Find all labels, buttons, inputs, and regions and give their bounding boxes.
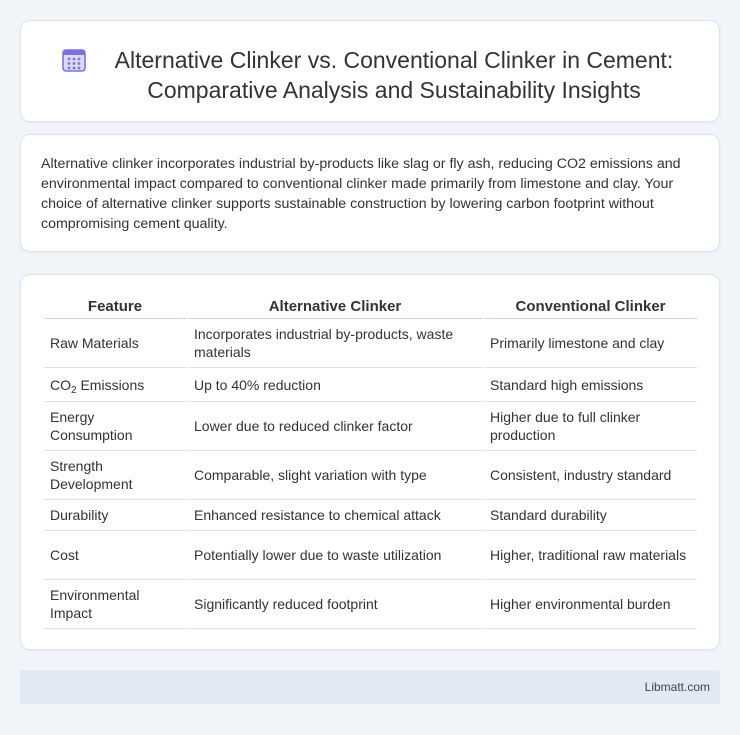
conventional-cell: Primarily limestone and clay — [484, 319, 697, 368]
footer-bar — [20, 670, 720, 704]
conventional-cell: Higher environmental burden — [484, 580, 697, 629]
header-alternative: Alternative Clinker — [188, 297, 482, 319]
alternative-cell: Potentially lower due to waste utilization — [188, 531, 482, 580]
table-row — [44, 531, 697, 580]
feature-prefix: CO — [50, 376, 71, 393]
intro-paragraph: Alternative clinker incorporates industrial by-products like slag or fly ash, reducing CO2 emissions and environmental impact compared to conventional clinker made primarily from limestone and clay. Your choice of alternative clinker supports sustainable construction by lowering carbon footprint without compromising cement quality. — [41, 156, 681, 232]
feature-cell: Energy Consumption — [44, 402, 186, 451]
feature-cell: Cost — [44, 531, 186, 580]
alternative-cell: Enhanced resistance to chemical attack — [188, 500, 482, 531]
comparison-table — [42, 297, 699, 629]
feature-cell: Strength Development — [44, 451, 186, 500]
table-row — [44, 580, 697, 629]
alternative-cell: Lower due to reduced clinker factor — [188, 402, 482, 451]
conventional-cell: Standard durability — [484, 500, 697, 531]
comparison-card — [20, 274, 720, 650]
table-row — [44, 500, 697, 531]
conventional-cell: Standard high emissions — [484, 368, 697, 402]
feature-suffix: Emissions — [76, 376, 145, 393]
intro-card — [20, 134, 720, 252]
alternative-cell: Comparable, slight variation with type — [188, 451, 482, 500]
header-conventional: Conventional Clinker — [484, 297, 697, 319]
conventional-cell: Consistent, industry standard — [484, 451, 697, 500]
title-card — [20, 20, 720, 122]
table-row — [44, 451, 697, 500]
table-row — [44, 402, 697, 451]
feature-cell: Raw Materials — [44, 319, 186, 368]
calendar-grid-icon — [61, 47, 87, 73]
feature-cell — [44, 368, 186, 402]
table-header-row — [44, 297, 697, 319]
alternative-cell: Incorporates industrial by-products, waste materials — [188, 319, 482, 368]
alternative-cell: Up to 40% reduction — [188, 368, 482, 402]
feature-subscript: 2 — [71, 384, 77, 396]
feature-cell: Durability — [44, 500, 186, 531]
feature-cell: Environmental Impact — [44, 580, 186, 629]
conventional-cell: Higher due to full clinker production — [484, 402, 697, 451]
title-row — [61, 45, 701, 105]
header-feature: Feature — [44, 297, 186, 319]
conventional-cell: Higher, traditional raw materials — [484, 531, 697, 580]
footer-brand[interactable]: Libmatt.com — [644, 680, 710, 694]
table-row — [44, 368, 697, 402]
alternative-cell: Significantly reduced footprint — [188, 580, 482, 629]
table-row — [44, 319, 697, 368]
page-title: Alternative Clinker vs. Conventional Clinker in Cement: Comparative Analysis and Sustainability Insights — [114, 47, 674, 103]
